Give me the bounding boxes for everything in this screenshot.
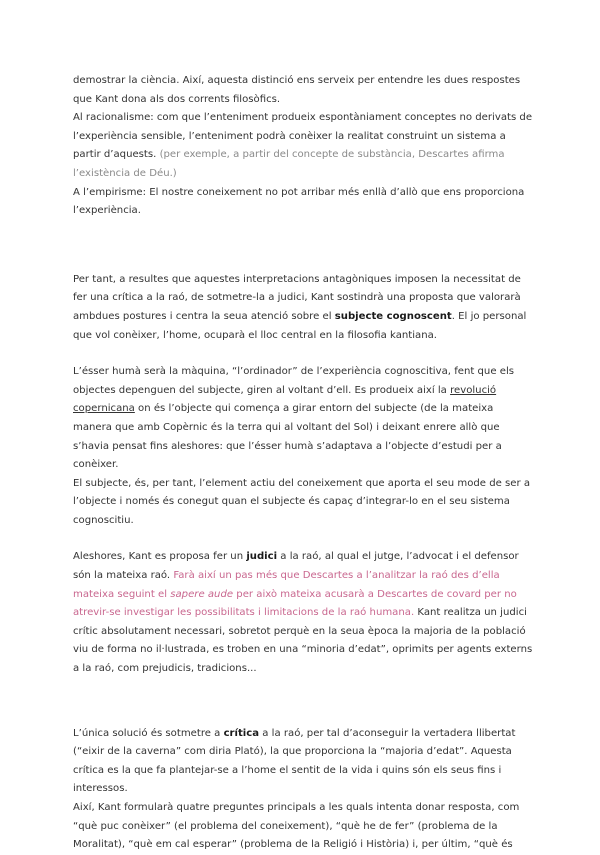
paragraph-text: a la raó, al qual el jutge, l’advocat i el defensor són la mateixa raó. <box>73 551 519 582</box>
term-critica: crítica <box>223 727 260 739</box>
paragraph-text: demostrar la ciència. Així, aquesta distinció ens serveix per entendre les dues respostes que Kant dona als dos corrents filosòfics. <box>73 75 521 105</box>
term-judici: judici <box>246 551 278 563</box>
paragraph-text: A l’empirisme: El nostre coneixement no pot arribar més enllà d’allò que ens proporciona l’experiència. <box>73 186 525 217</box>
paragraph-text: Aleshores, Kant es proposa fer un <box>73 551 247 563</box>
paragraph-text: Per tant, a resultes que aquestes interpretacions antagòniques imposen la necessitat de fer una crítica a la raó, de sotmetre-la a judici, Kant sostindrà una proposta que valorarà ambdues postures i centra la seua atenció sobre el <box>73 273 521 322</box>
paragraph-text: . El jo personal que vol conèixer, l’home, ocuparà el lloc central en la filosofia kantiana. <box>73 310 527 341</box>
term-revolucio-copernicana: revolució copernicana <box>73 384 497 415</box>
paragraph-critique-solution <box>73 725 533 799</box>
paragraph-rationalism <box>73 109 533 183</box>
paragraph-text: Kant realitza un judici crític absolutament necessari, sobretot perquè en la seua època la majoria de la població viu de forma no il·lustrada, es troben en una “minoria d’edat”, oprimits per agents externs a la raó, com prejudicis, tradicions... <box>73 607 533 675</box>
document-page <box>73 72 533 855</box>
paragraph-text: L’ésser humà serà la màquina, “l’ordinador” de l’experiència cognoscitiva, fent que els objectes depenguen del subjecte, giren al voltant d’ell. Es produeix així la <box>73 366 515 396</box>
term-subjecte-cognoscent: subjecte cognoscent <box>334 310 452 322</box>
example-note: (per exemple, a partir del concepte de substància, Descartes afirma l’existència de Déu.) <box>73 149 505 179</box>
highlighted-note: Farà així un pas més que Descartes a l’analitzar la raó des d’ella mateixa seguint el <box>73 570 500 600</box>
paragraph-science-intro <box>73 72 533 109</box>
paragraph-active-subject <box>73 475 533 531</box>
paragraph-text: Així, Kant formularà quatre preguntes principals a les quals intenta donar resposta, com “què puc conèixer” (el problema del coneixement), “què he de fer” (problema de la Moralitat), “què em cal esperar” (problema de la Religió i Història) i, per últim, “què és <box>73 802 520 851</box>
paragraph-text: El subjecte, és, per tant, l’element actiu del coneixement que aporta el seu mode de ser a l’objecte i només és conegut quan el subjecte és capaç d’integrar-lo en el seu sistema cognoscitiu. <box>73 477 531 526</box>
highlighted-note: per això mateixa acusarà a Descartes de covard per no atrevir-se investigar les possibilitats i limitacions de la raó humana. <box>73 588 517 619</box>
paragraph-text: a la raó, per tal d’aconseguir la vertadera llibertat (“eixir de la caverna” com diria Plató), la que proporciona la “majoria d’edat”. Aquesta crítica es la que fa plantejar-se a l’home el sentit de la vida i quins són els seus fins i interessos. <box>73 727 516 795</box>
paragraph-empiricism <box>73 184 533 221</box>
paragraph-judgment <box>73 548 533 678</box>
term-sapere-aude: sapere aude <box>170 588 234 600</box>
paragraph-text: Al racionalisme: com que l’enteniment produeix espontàniament conceptes no derivats de l’experiència sensible, l’enteniment podrà conèixer la realitat construint un sistema a partir d’aquests. <box>73 112 533 161</box>
paragraph-critique-proposal <box>73 271 533 345</box>
paragraph-text: on és l’objecte qui comença a girar entorn del subjecte (de la mateixa manera que amb Copèrnic és la terra qui al voltant del Sol) i deixant enrere allò que s’havia pensat fins aleshores: que l’ésser humà s’adaptava a l’objecte d’estudi per a conèixer. <box>73 403 502 471</box>
paragraph-four-questions <box>73 799 533 855</box>
paragraph-text: L’única solució és sotmetre a <box>73 727 224 739</box>
paragraph-copernican-revolution <box>73 363 533 475</box>
